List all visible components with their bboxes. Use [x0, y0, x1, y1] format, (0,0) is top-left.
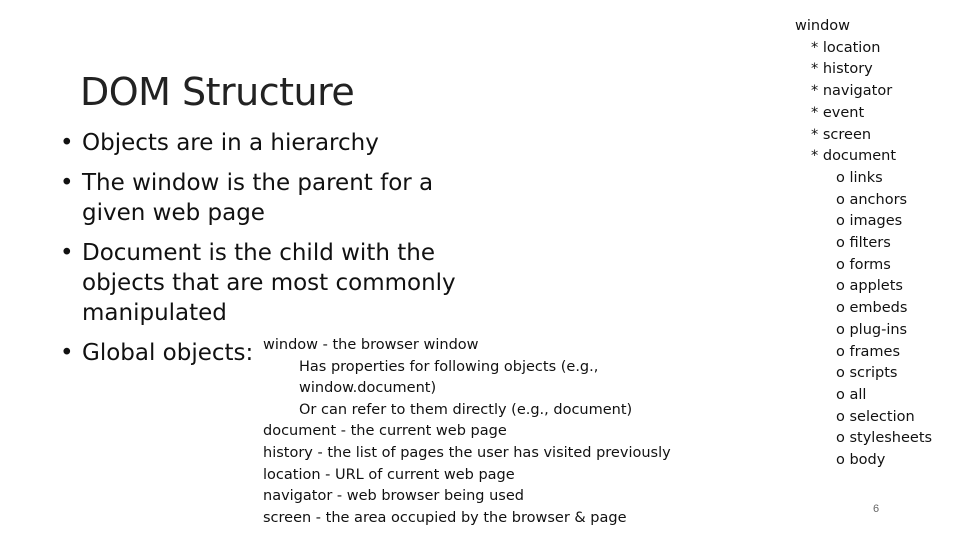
- page-number: 6: [873, 503, 880, 515]
- tree-subitem: o selection: [836, 408, 915, 425]
- bullet-text: objects that are most commonly: [82, 270, 456, 296]
- tree-root: window: [795, 18, 851, 34]
- note-line: window - the browser window: [263, 337, 479, 353]
- tree-subitem: o scripts: [836, 365, 898, 382]
- bullet-dot: •: [60, 130, 74, 156]
- tree-subitem: o forms: [836, 256, 891, 273]
- bullet-text: given web page: [82, 200, 265, 226]
- global-objects-notes: [263, 335, 671, 529]
- tree-subitem: o images: [836, 213, 903, 230]
- bullet-text: manipulated: [82, 300, 227, 326]
- tree-item: * screen: [811, 126, 872, 143]
- bullet-text: Document is the child with the: [82, 240, 435, 266]
- tree-subitem: o plug-ins: [836, 321, 908, 338]
- tree-subitem: o applets: [836, 278, 903, 295]
- bullet-item: [60, 128, 456, 158]
- bullet-text: Objects are in a hierarchy: [82, 130, 379, 156]
- bullet-dot: •: [60, 340, 74, 366]
- note-line: screen - the area occupied by the browser & page: [263, 509, 627, 526]
- tree-subitem: o links: [836, 169, 883, 186]
- tree-subitem: o all: [836, 386, 867, 403]
- tree-item: * event: [811, 104, 865, 121]
- note-line: Or can refer to them directly (e.g., document): [299, 401, 633, 418]
- bullet-item: [60, 168, 456, 228]
- note-line: navigator - web browser being used: [263, 488, 524, 505]
- object-tree: [795, 16, 932, 472]
- slide-title: DOM Structure: [80, 70, 355, 114]
- bullet-item: [60, 238, 456, 328]
- tree-subitem: o embeds: [836, 300, 908, 317]
- tree-subitem: o filters: [836, 235, 891, 252]
- tree-item: * navigator: [811, 83, 893, 100]
- tree-subitem: o anchors: [836, 191, 908, 208]
- tree-item: * history: [811, 61, 873, 78]
- note-line: Has properties for following objects (e.g.,: [299, 358, 599, 375]
- bullet-text: Global objects:: [82, 340, 254, 366]
- tree-subitem: o stylesheets: [836, 430, 933, 447]
- tree-subitem: o body: [836, 452, 886, 469]
- note-line: history - the list of pages the user has visited previously: [263, 444, 671, 461]
- note-line: location - URL of current web page: [263, 466, 515, 483]
- note-line: window.document): [299, 380, 437, 397]
- tree-item: * document: [811, 148, 897, 165]
- note-line: document - the current web page: [263, 423, 507, 440]
- tree-item: * location: [811, 39, 881, 56]
- tree-subitem: o frames: [836, 343, 901, 360]
- bullet-text: The window is the parent for a: [82, 170, 434, 196]
- bullet-dot: •: [60, 240, 74, 266]
- bullet-dot: •: [60, 170, 74, 196]
